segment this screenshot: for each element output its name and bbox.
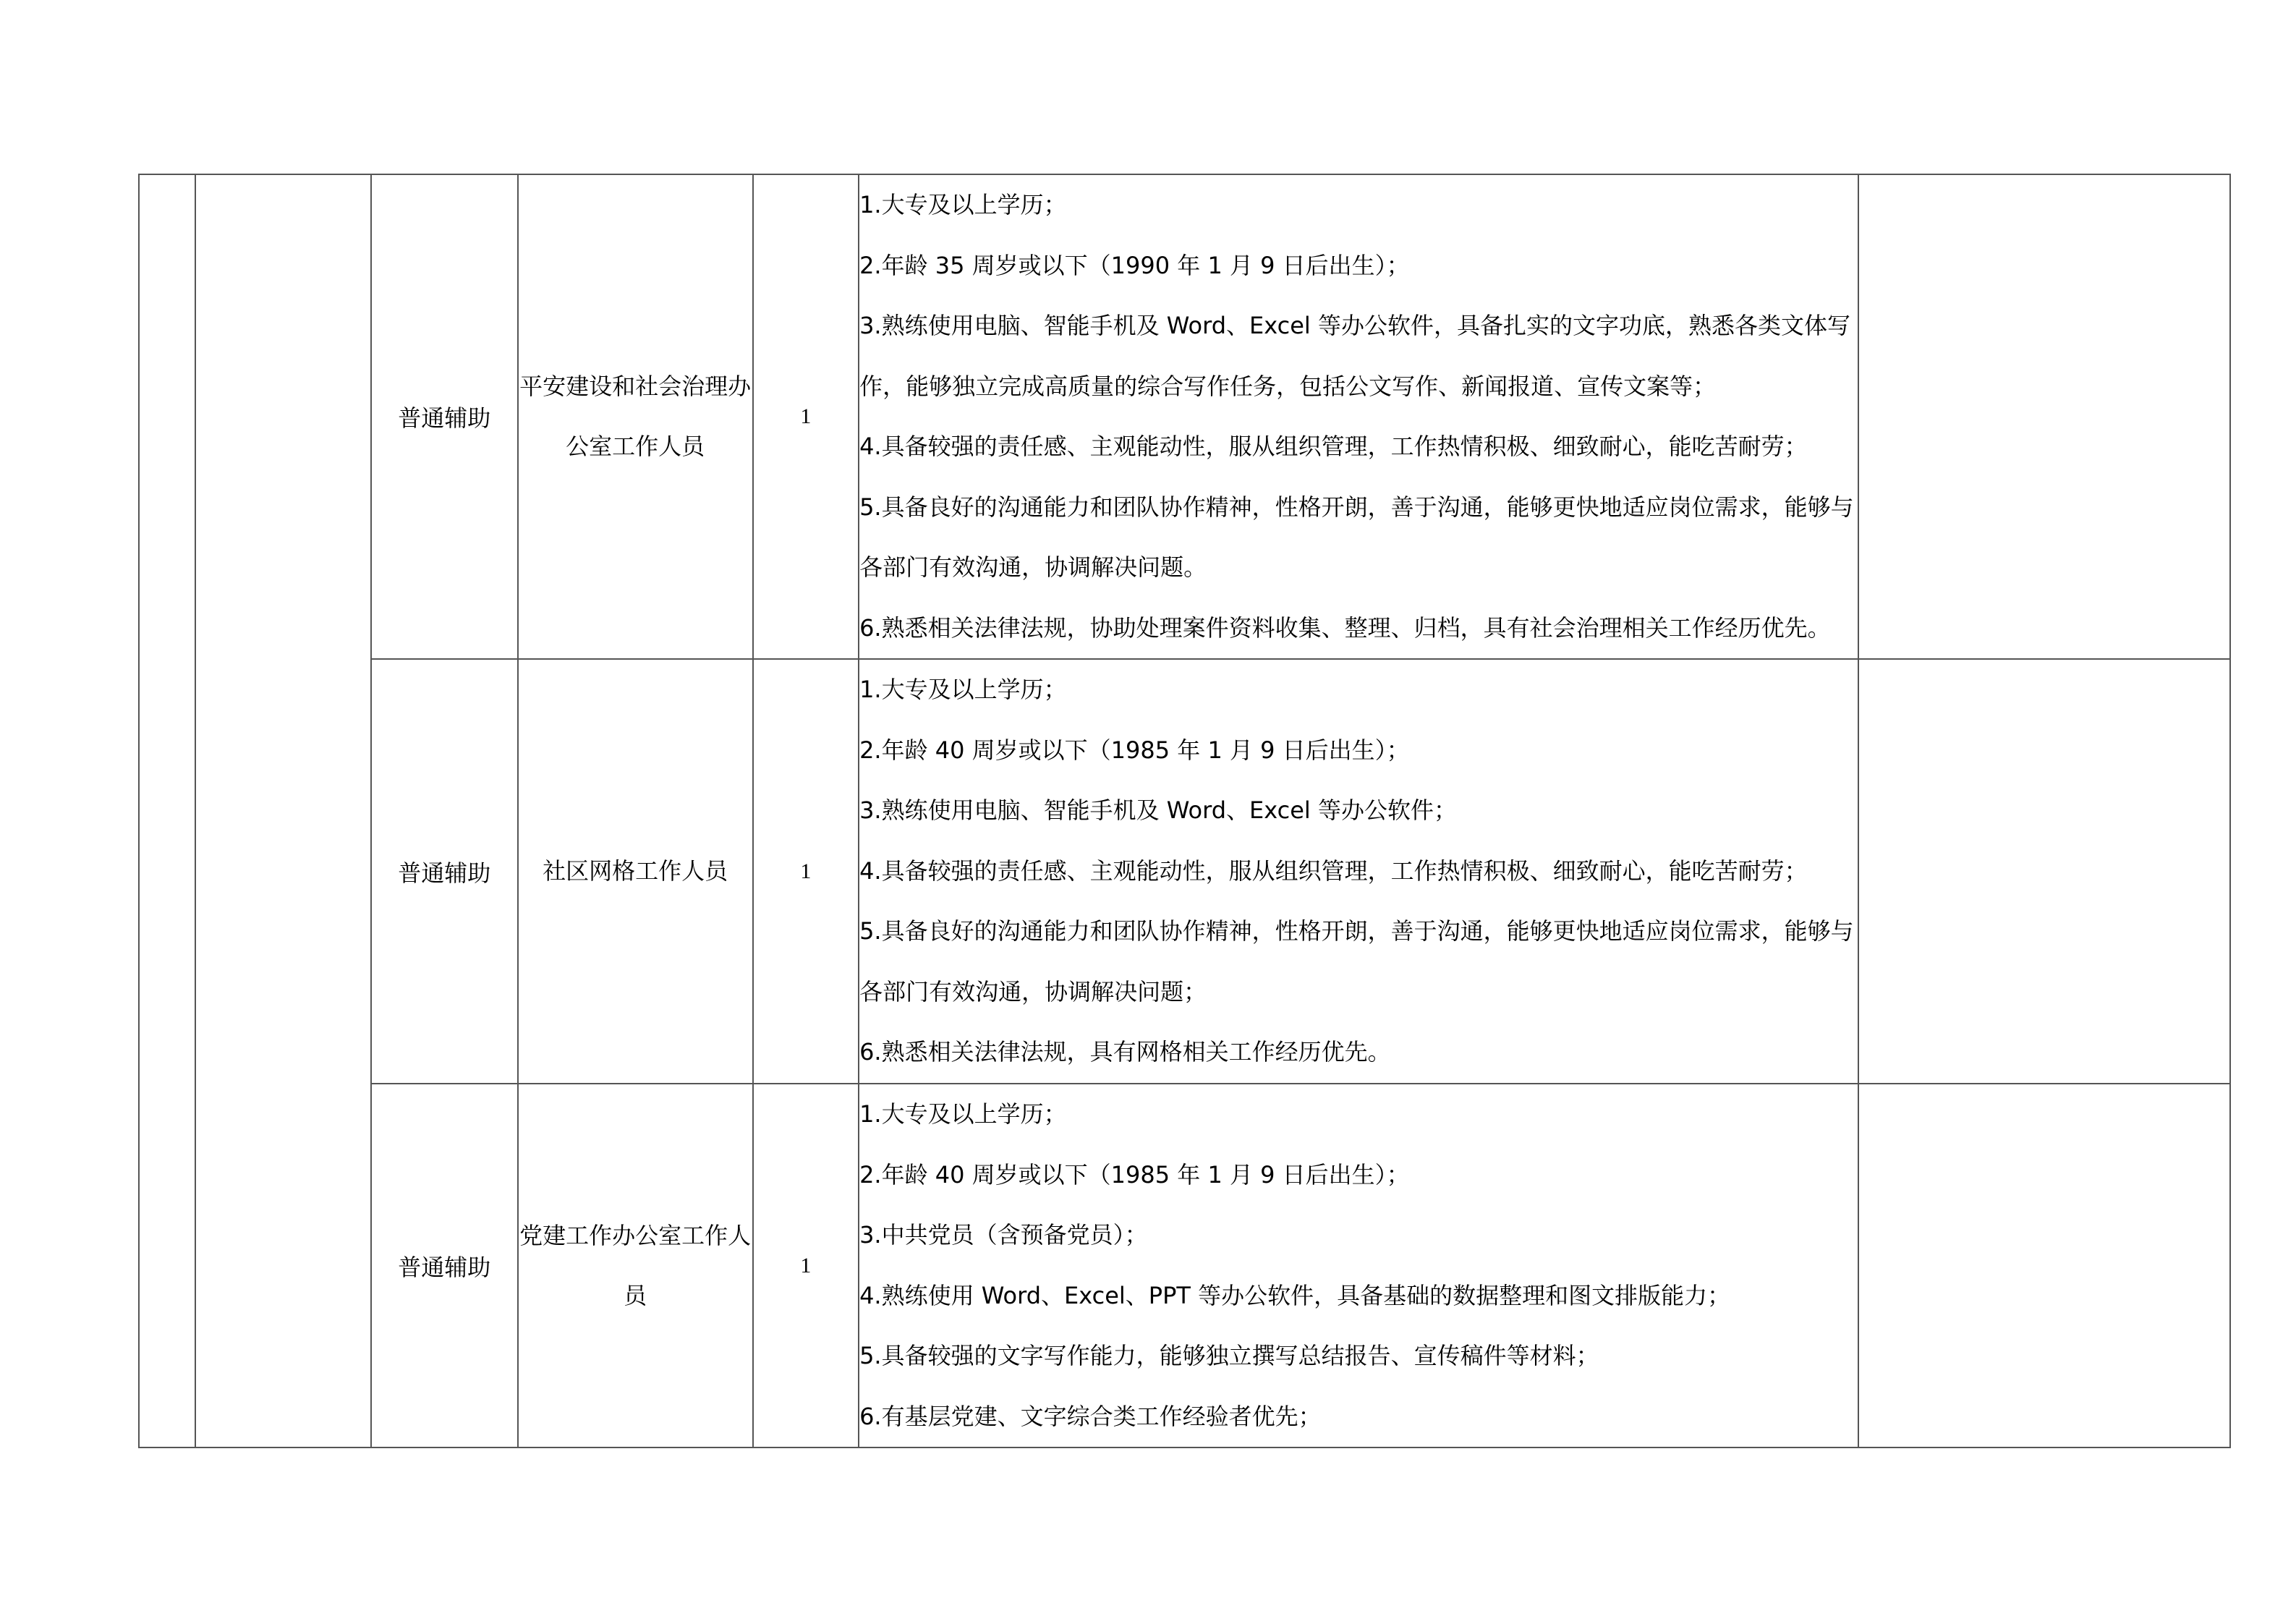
headcount-cell: 1 <box>753 174 859 659</box>
requirement-item: 2.年龄 35 周岁或以下（1990 年 1 月 9 日后出生）； <box>859 251 1410 279</box>
blank-unit-cell <box>195 174 371 1447</box>
requirement-item: 3.熟练使用电脑、智能手机及 Word、Excel 等办公软件； <box>859 796 1457 825</box>
headcount-cell: 1 <box>753 1084 859 1447</box>
position-name-cell: 党建工作办公室工作人员 <box>518 1084 753 1447</box>
requirement-item: 6.熟悉相关法律法规，具有网格相关工作经历优先。 <box>859 1038 1391 1066</box>
table-row <box>139 1084 2230 1447</box>
requirements-cell <box>859 1084 1858 1447</box>
requirement-item: 3.中共党员（含预备党员）； <box>859 1221 1148 1249</box>
requirement-item: 1.大专及以上学历； <box>859 1100 1067 1128</box>
table-row <box>139 659 2230 1084</box>
requirement-item: 1.大专及以上学历； <box>859 191 1067 218</box>
position-name-cell: 社区网格工作人员 <box>518 659 753 1084</box>
requirements-cell <box>859 174 1858 659</box>
position-type-cell: 普通辅助 <box>371 1084 518 1447</box>
remarks-cell <box>1858 174 2230 659</box>
requirement-item: 2.年龄 40 周岁或以下（1985 年 1 月 9 日后出生）； <box>859 736 1410 764</box>
table-row <box>139 174 2230 659</box>
requirement-item: 3.熟练使用电脑、智能手机及 Word、Excel 等办公软件，具备扎实的文字功底，熟悉各类文体写作，能够独立完成高质量的综合写作任务，包括公文写作、新闻报道、宣传文案等； <box>859 312 1850 400</box>
position-type-cell: 普通辅助 <box>371 174 518 659</box>
requirement-item: 4.具备较强的责任感、主观能动性，服从组织管理，工作热情积极、细致耐心，能吃苦耐劳； <box>859 856 1808 885</box>
requirement-item: 6.有基层党建、文字综合类工作经验者优先； <box>859 1402 1322 1430</box>
requirements-cell <box>859 659 1858 1084</box>
requirement-item: 6.熟悉相关法律法规，协助处理案件资料收集、整理、归档，具有社会治理相关工作经历优先。 <box>859 613 1831 642</box>
remarks-cell <box>1858 1084 2230 1447</box>
requirement-item: 5.具备良好的沟通能力和团队协作精神，性格开朗，善于沟通，能够更快地适应岗位需求，能够与各部门有效沟通，协调解决问题； <box>859 917 1854 1006</box>
remarks-cell <box>1858 659 2230 1084</box>
requirement-item: 4.具备较强的责任感、主观能动性，服从组织管理，工作热情积极、细致耐心，能吃苦耐劳； <box>859 433 1808 460</box>
requirement-item: 1.大专及以上学历； <box>859 676 1067 704</box>
requirement-item: 4.熟练使用 Word、Excel、PPT 等办公软件，具备基础的数据整理和图文排版能力； <box>859 1281 1731 1309</box>
requirement-item: 2.年龄 40 周岁或以下（1985 年 1 月 9 日后出生）； <box>859 1160 1410 1189</box>
requirement-item: 5.具备良好的沟通能力和团队协作精神，性格开朗，善于沟通，能够更快地适应岗位需求，能够与各部门有效沟通，协调解决问题。 <box>859 493 1854 581</box>
requirement-item: 5.具备较强的文字写作能力，能够独立撰写总结报告、宣传稿件等材料； <box>859 1342 1599 1369</box>
recruitment-table <box>138 174 2231 1448</box>
blank-index-cell <box>139 174 195 1447</box>
position-name-cell: 平安建设和社会治理办公室工作人员 <box>518 174 753 659</box>
headcount-cell: 1 <box>753 659 859 1084</box>
position-type-cell: 普通辅助 <box>371 659 518 1084</box>
